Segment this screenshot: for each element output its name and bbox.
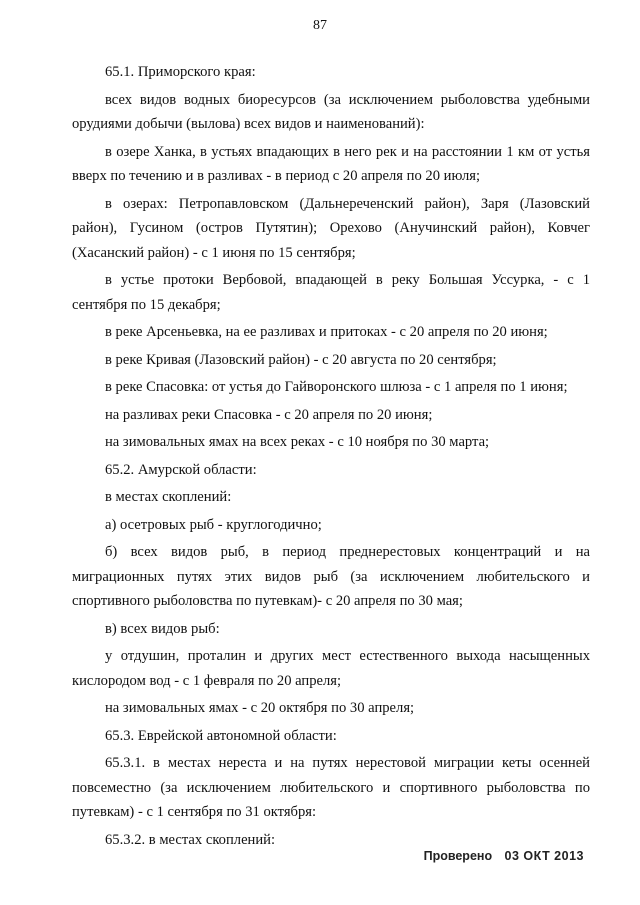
- list-item: а) осетровых рыб - круглогодично;: [105, 516, 322, 533]
- paragraph: в местах скоплений:: [105, 489, 232, 505]
- section-heading: 65.1. Приморского края:: [105, 64, 256, 80]
- section-heading: 65.2. Амурской области:: [105, 461, 257, 478]
- date-stamp: 03 ОКТ 2013: [504, 849, 584, 863]
- page-number: 87: [313, 18, 327, 33]
- paragraph: в озерах: Петропавловском (Дальнереченский район), Заря (Лазовский район), Гусином (остров Путятин); Орехово (Анучинский район), Ковчег (Хасанский район) - с 1 июня по 15 сентября;: [72, 195, 590, 261]
- section-heading: 65.3. Еврейской автономной области:: [105, 727, 337, 744]
- list-item: в) всех видов рыб:: [105, 620, 220, 637]
- verified-label: Проверено: [423, 849, 493, 863]
- paragraph: 65.3.2. в местах скоплений:: [105, 831, 276, 848]
- document-body: [72, 60, 590, 852]
- paragraph: на разливах реки Спасовка - с 20 апреля по 20 июня;: [105, 406, 433, 423]
- paragraph: в реке Кривая (Лазовский район) - с 20 августа по 20 сентября;: [105, 351, 497, 368]
- paragraph: в озере Ханка, в устьях впадающих в него рек и на расстоянии 1 км от устья вверх по течению и в разливах - в период с 20 апреля по 20 июля;: [72, 143, 590, 184]
- paragraph: на зимовальных ямах - с 20 октября по 30 апреля;: [105, 700, 415, 716]
- paragraph: в устье протоки Вербовой, впадающей в реку Большая Уссурка, - с 1 сентября по 15 декабря;: [72, 272, 590, 313]
- paragraph: 65.3.1. в местах нереста и на путях нерестовой миграции кеты осенней повсеместно (за исключением любительского и спортивного рыболовства по путевкам) - с 1 сентября по 31 октября:: [72, 755, 590, 820]
- verification-stamp: [424, 847, 584, 865]
- paragraph: в реке Арсеньевка, на ее разливах и притоках - с 20 апреля по 20 июня;: [105, 324, 548, 340]
- paragraph: всех видов водных биоресурсов (за исключением рыболовства удебными орудиями добычи (вылова) всех видов и наименований):: [72, 91, 590, 132]
- paragraph: в реке Спасовка: от устья до Гайворонского шлюза - с 1 апреля по 1 июня;: [105, 379, 568, 395]
- list-item: б) всех видов рыб, в период преднерестовых концентраций и на миграционных путях этих видов рыб (за исключением любительского и спортивного рыболовства по путевкам)- с 20 апреля по 30 мая;: [72, 544, 590, 609]
- paragraph: на зимовальных ямах на всех реках - с 10 ноября по 30 марта;: [105, 434, 490, 450]
- paragraph: у отдушин, проталин и других мест естественного выхода насыщенных кислородом вод - с 1 февраля по 20 апреля;: [72, 648, 590, 689]
